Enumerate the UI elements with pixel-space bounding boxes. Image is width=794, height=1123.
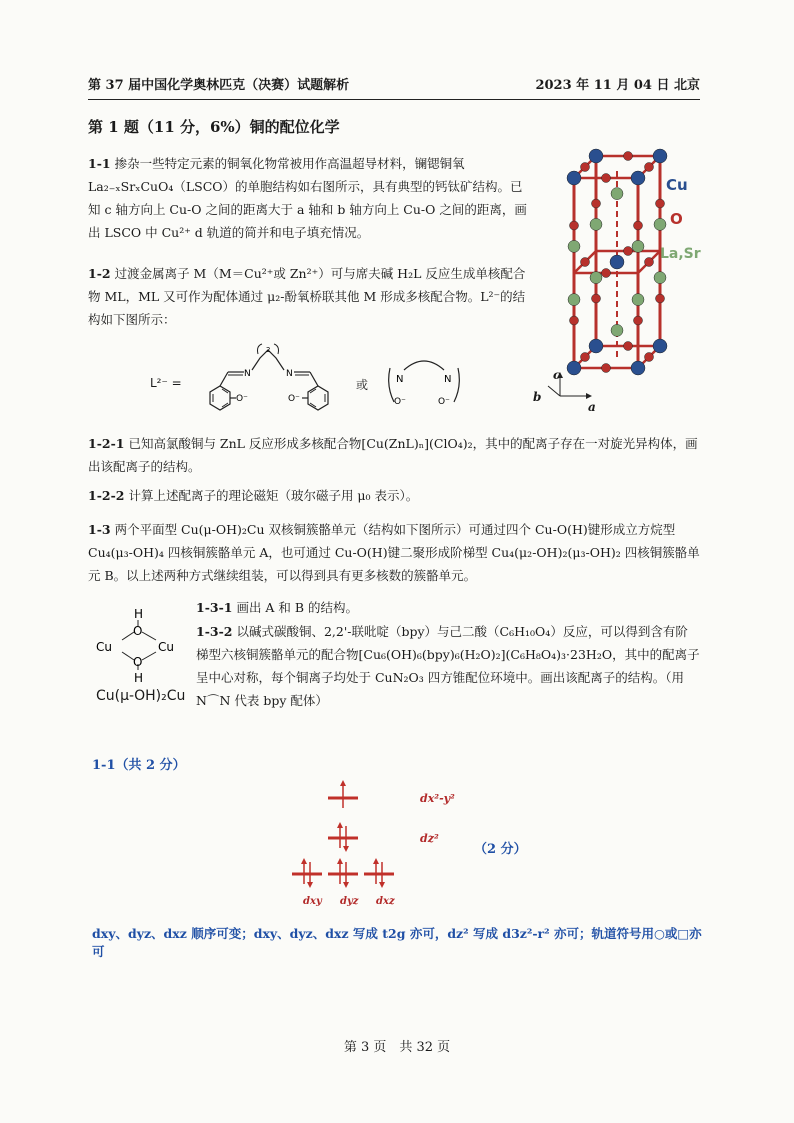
answer-note: dxy、dyz、dxz 顺序可变；dxy、dyz、dxz 写成 t2g 亦可，dz² 写成 d3z²-r² 亦可；轨道符号用○或□亦可 <box>92 926 702 959</box>
label-dxy: dxy <box>303 896 322 907</box>
text-1-2-2: 计算上述配离子的理论磁矩（玻尔磁子用 μ₀ 表示）。 <box>128 488 419 503</box>
question-title: 第 1 题（11 分，6%）铜的配位化学 <box>88 118 340 136</box>
simple-n-right: N <box>444 374 452 385</box>
axis-b-label: b <box>533 390 542 404</box>
simple-n-left: N <box>396 374 404 385</box>
ligand-structure <box>196 340 346 420</box>
label-dx2-y2: dx²-y² <box>420 792 455 805</box>
text-1-2: 过渡金属离子 M（M＝Cu²⁺或 Zn²⁺）可与席夫碱 H₂L 反应生成单核配合物 ML，ML 又可作为配体通过 μ₂-酚氧桥联其他 M 形成多核配合物。L²⁻的结构如下图所示： <box>88 266 526 327</box>
header-title: 第 37 届中国化学奥林匹克（决赛）试题解析 <box>88 78 350 93</box>
simple-o-right: O⁻ <box>438 397 450 407</box>
paragraph-1-3-1 <box>196 596 700 619</box>
legend-o: O <box>670 210 683 228</box>
label-dz2: dz² <box>420 832 439 845</box>
dimer-h-bottom: H <box>134 671 144 685</box>
axis-a-label: a <box>588 400 596 414</box>
answer-title: 1-1（共 2 分） <box>92 758 186 773</box>
text-1-3: 两个平面型 Cu(μ-OH)₂Cu 双核铜簇骼单元（结构如下图所示）可通过四个 Cu-O(H)键形成立方烷型 Cu₄(μ₃-OH)₄ 四核铜簇骼单元 A，也可通过 Cu-O(H)键二聚形成阶梯型 Cu₄(μ₂-OH)₂(μ₃-OH)₂ 四核铜簇骼单元 B。以上述两种方式继续组装，可以得到具有更多核数的簇骼单元。 <box>88 522 700 583</box>
num-1-3: 1-3 <box>88 522 111 537</box>
page-footer: 第 3 页 共 32 页 <box>343 1040 451 1055</box>
num-1-3-2: 1-3-2 <box>196 624 233 639</box>
legend-la-sr: La,Sr <box>660 246 701 262</box>
lsco-unit-cell-figure <box>520 150 720 420</box>
num-1-2-2: 1-2-2 <box>88 488 125 503</box>
orbital-dyz <box>328 858 358 888</box>
legend-cu: Cu <box>666 176 688 194</box>
ligand-simplified <box>384 356 464 412</box>
ligand-o-right: O⁻ <box>288 394 300 404</box>
paragraph-1-2 <box>88 262 528 331</box>
paragraph-1-1 <box>88 152 528 244</box>
paragraph-1-2-2 <box>88 484 700 507</box>
text-1-1: 掺杂一些特定元素的铜氧化物常被用作高温超导材料，镧锶铜氧 La₂₋ₓSrₓCuO₄（LSCO）的单胞结构如右图所示，具有典型的钙钛矿结构。已知 c 轴方向上 Cu-O 之间的距离大于 a 轴和 b 轴方向上 Cu-O 之间的距离，画出 LSCO 中 Cu²⁺ d 轨道的简并和电子填充情况。 <box>88 156 527 240</box>
num-1-2-1: 1-2-1 <box>88 436 125 451</box>
simple-o-left: O⁻ <box>394 397 406 407</box>
orbital-dxz <box>364 858 394 888</box>
dimer-o-top: O <box>133 624 143 638</box>
dimer-h-top: H <box>134 607 144 621</box>
num-1-2: 1-2 <box>88 266 111 281</box>
dimer-cu-right: Cu <box>158 640 174 654</box>
text-1-2-1: 已知高氯酸铜与 ZnL 反应形成多核配合物[Cu(ZnL)ₙ](ClO₄)₂，其中的配离子存在一对旋光异构体，画出该配离子的结构。 <box>88 436 698 474</box>
ligand-n-right: N <box>286 369 293 379</box>
label-dyz: dyz <box>340 896 359 907</box>
ligand-or: 或 <box>356 378 369 392</box>
paragraph-1-3 <box>88 518 700 587</box>
answer-score: （2 分） <box>474 842 527 857</box>
paragraph-1-2-1 <box>88 432 700 478</box>
header-date: 2023 年 11 月 04 日 北京 <box>535 78 700 93</box>
label-dxz: dxz <box>376 896 395 907</box>
cu-oh2-cu-structure <box>96 608 188 684</box>
text-1-3-1: 画出 A 和 B 的结构。 <box>236 600 359 615</box>
ligand-o-left: O⁻ <box>236 394 248 404</box>
orbital-dxy <box>292 858 322 888</box>
paragraph-1-3-2 <box>196 620 700 712</box>
num-1-1: 1-1 <box>88 156 111 171</box>
axis-c-label: c <box>553 368 561 382</box>
ligand-label: L²⁻ = <box>150 376 182 390</box>
num-1-3-1: 1-3-1 <box>196 600 233 615</box>
dimer-caption: Cu(μ-OH)₂Cu <box>96 688 186 704</box>
dimer-o-bottom: O <box>133 655 143 669</box>
dimer-cu-left: Cu <box>96 640 112 654</box>
ligand-subscript: 2 <box>266 346 271 354</box>
ligand-n-left: N <box>244 369 251 379</box>
page-header <box>88 74 700 100</box>
text-1-3-2: 以碱式碳酸铜、2,2'-联吡啶（bpy）与己二酸（C₆H₁₀O₄）反应，可以得到含有阶梯型六核铜簇骼单元的配合物[Cu₆(OH)₆(bpy)₆(H₂O)₂](C₆H₈O₄)₃·23H₂O，其中的配离子呈中心对称，每个铜离子均处于 CuN₂O₃ 四方锥配位环境中。画出该配离子的结构。（用 N⌒N 代表 bpy 配体） <box>196 624 700 708</box>
